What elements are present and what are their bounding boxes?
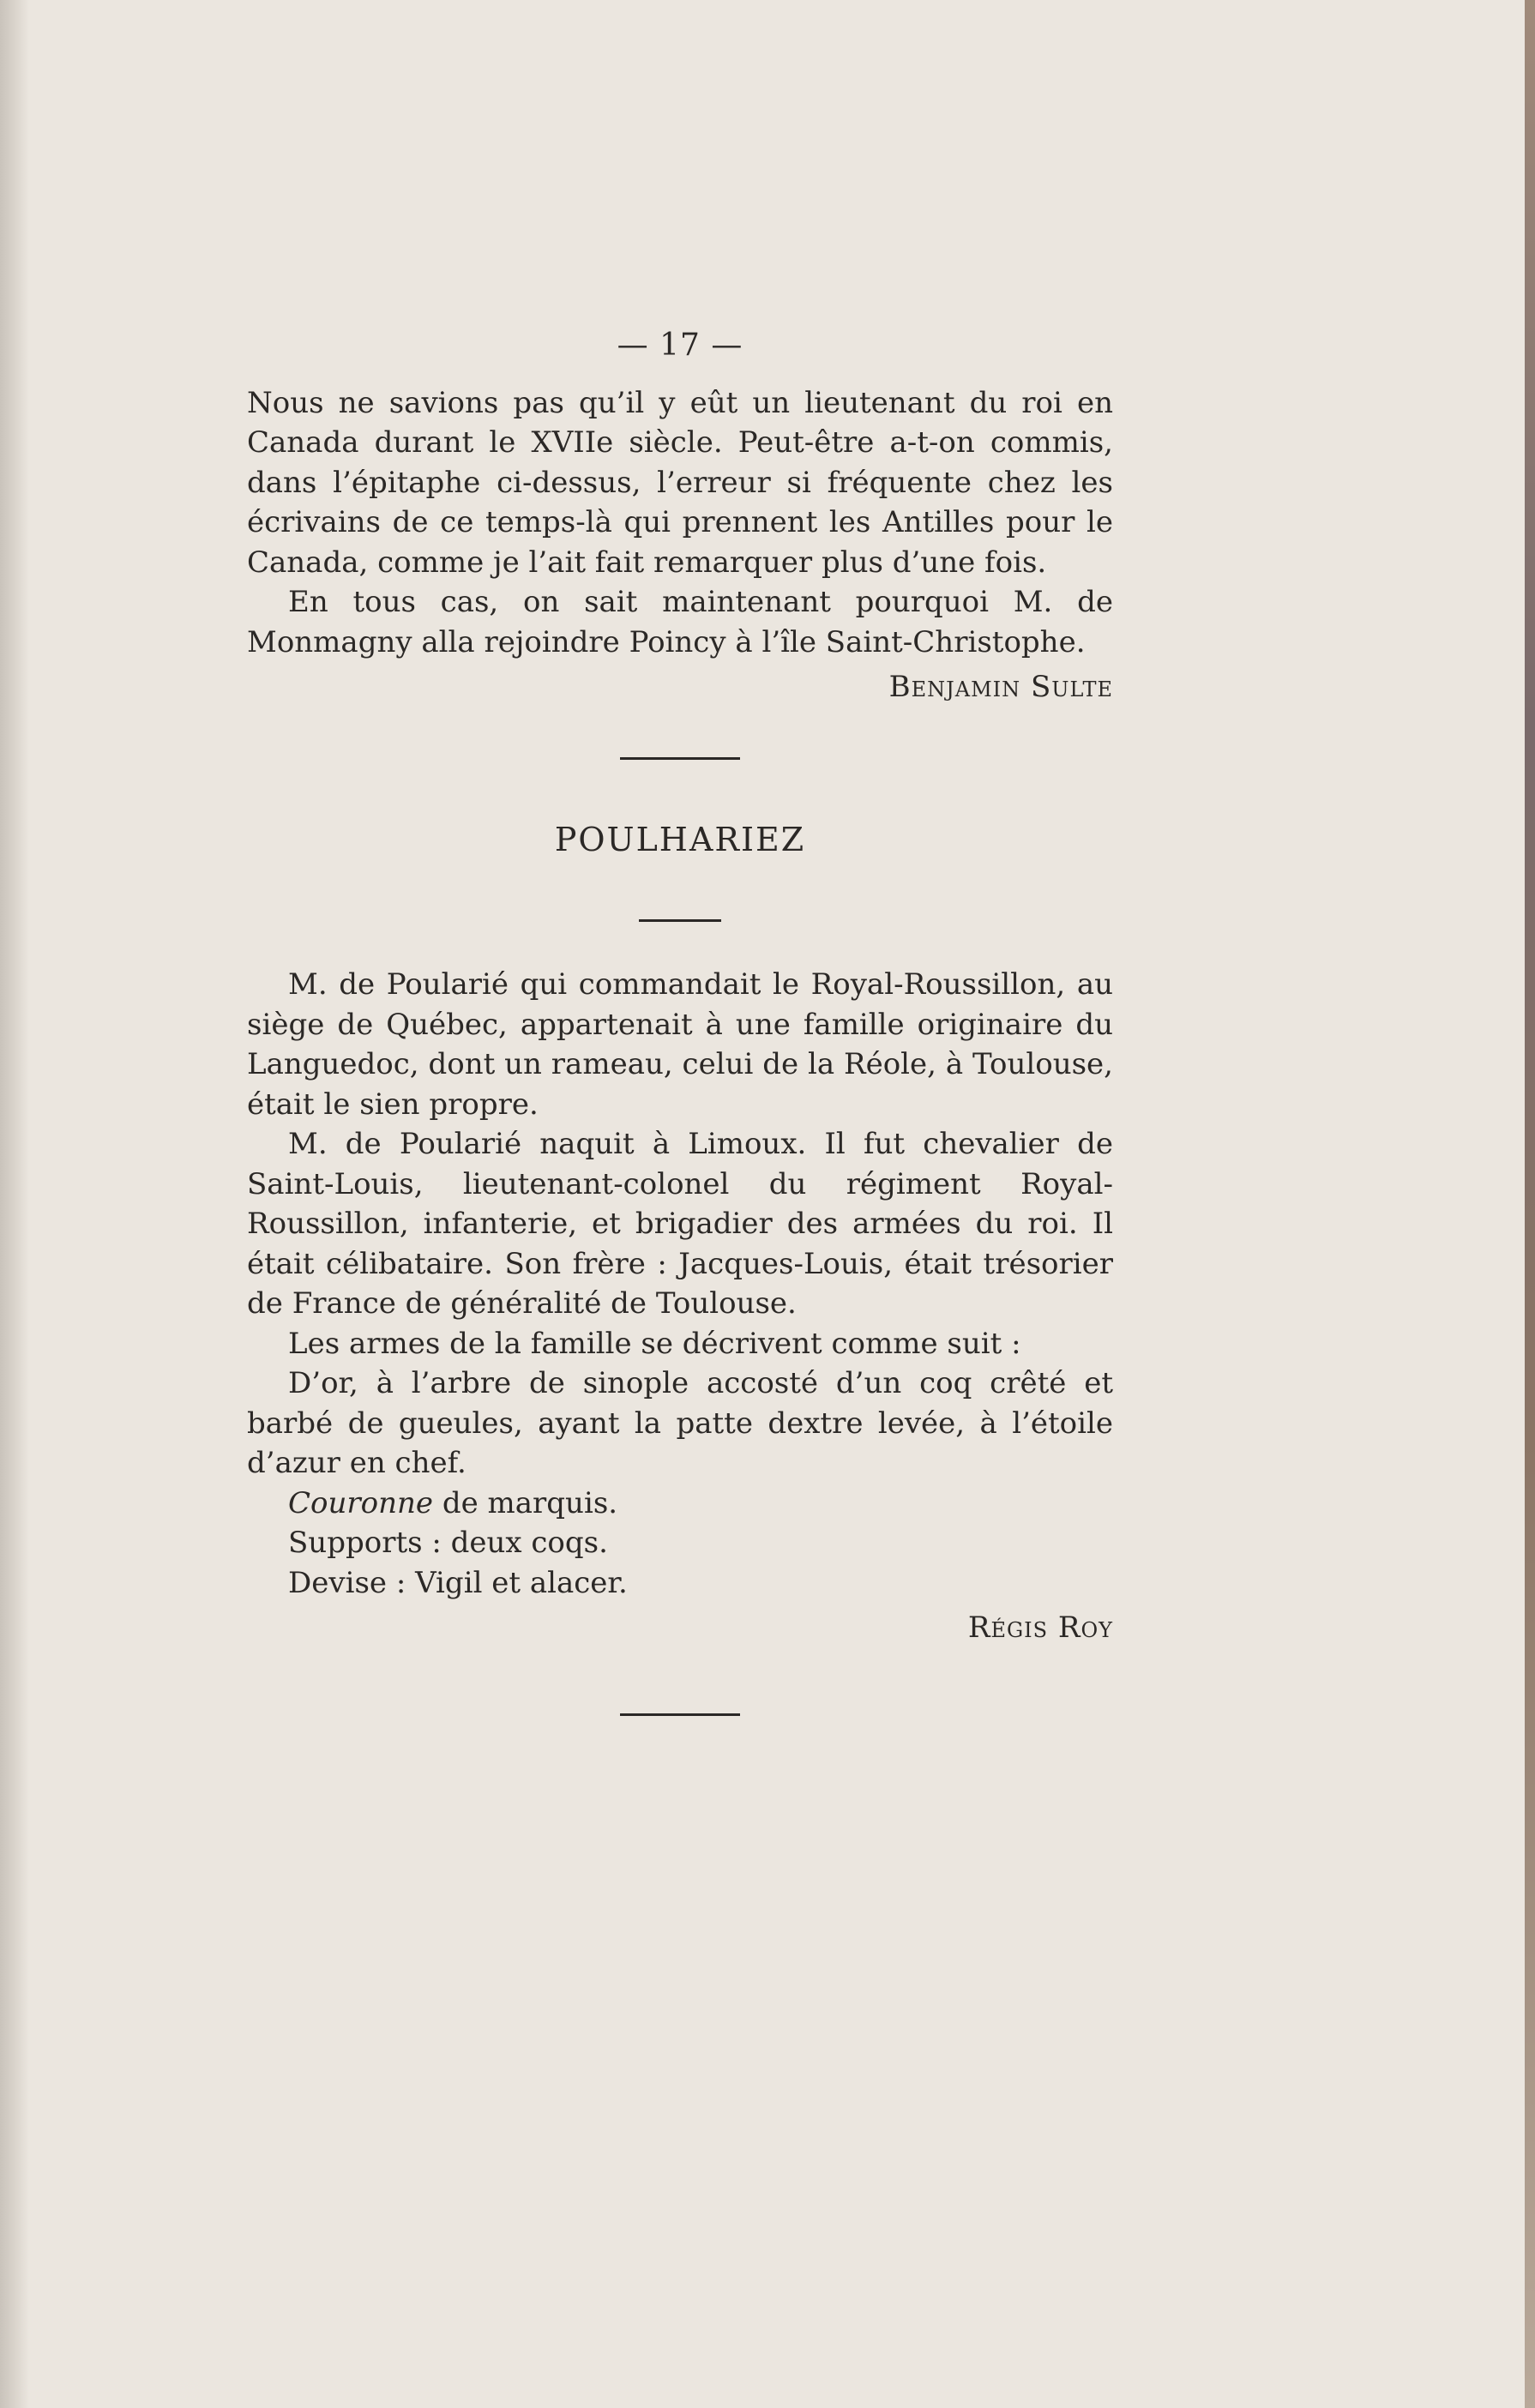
section-divider [620, 757, 740, 760]
page-number: — 17 — [617, 328, 743, 363]
paragraph: En tous cas, on sait maintenant pourquoi M. de Monmagny alla rejoindre Poincy à l’île Saint-Christophe. [247, 585, 1113, 659]
signature-sulte: Benjamin Sulte [888, 670, 1113, 704]
paragraph: D’or, à l’arbre de sinople accosté d’un coq crêté et barbé de gueules, ayant la patte dextre levée, à l’étoile d’azur en chef. [247, 1366, 1113, 1480]
page-content [247, 326, 1113, 1716]
paragraph: Nous ne savions pas qu’il y eût un lieutenant du roi en Canada durant le XVIIe siècle. Peut-être a-t-on commis, dans l’épitaphe ci-dessus, l’erreur si fréquente chez les écrivains de ce temps-là qui prennent les Antilles pour le Canada, comme je l’ait fait remarquer plus d’une fois. [247, 385, 1113, 580]
couronne-line [247, 1484, 1113, 1524]
paragraph: Les armes de la famille se décrivent comme suit : [288, 1326, 1021, 1361]
book-gutter [0, 0, 29, 2408]
section-title: POULHARIEZ [554, 820, 806, 858]
devise-line: Devise : Vigil et alacer. [288, 1565, 628, 1600]
end-divider [620, 1713, 740, 1716]
page-edge [1525, 0, 1535, 2408]
couronne-word: Couronne [288, 1485, 434, 1520]
couronne-rest: de marquis. [433, 1485, 618, 1520]
paragraph: M. de Poularié naquit à Limoux. Il fut chevalier de Saint-Louis, lieutenant-colonel du régiment Royal-Roussillon, infanterie, et brigadier des armées du roi. Il était célibataire. Son frère : Jacques-Louis, était trésorier de France de généralité de Toulouse. [247, 1127, 1113, 1321]
paragraph: M. de Poularié qui commandait le Royal-Roussillon, au siège de Québec, appartenait à une famille originaire du Languedoc, dont un rameau, celui de la Réole, à Toulouse, était le sien propre. [247, 967, 1113, 1122]
signature-roy: Régis Roy [967, 1610, 1113, 1645]
supports-line: Supports : deux coqs. [288, 1526, 608, 1560]
title-underline [639, 919, 721, 922]
